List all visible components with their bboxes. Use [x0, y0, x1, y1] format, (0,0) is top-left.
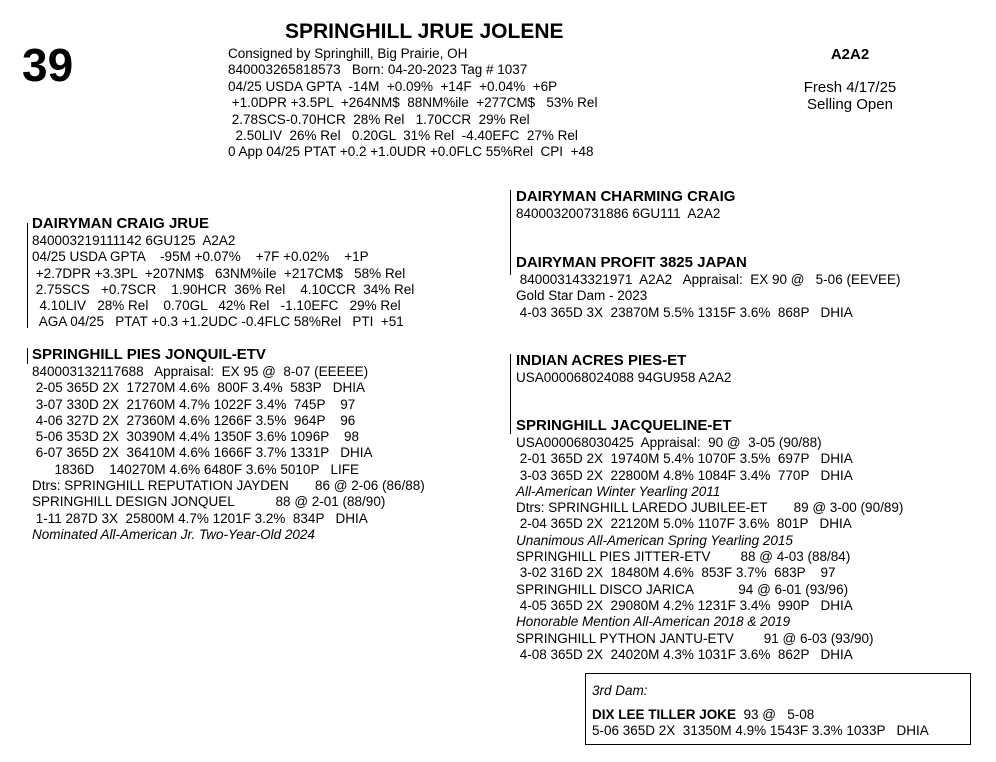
status-line: Fresh 4/17/25	[803, 79, 897, 96]
dam-bracket-line	[27, 348, 28, 364]
dam-dam-detail-line: SPRINGHILL PIES JITTER-ETV 88 @ 4-03 (88/84)	[516, 549, 851, 565]
dam-detail-line: 2-05 365D 2X 17270M 4.6% 800F 3.4% 583P DHIA	[32, 380, 365, 396]
dam-dam-detail-line: 2-01 365D 2X 19740M 5.4% 1070F 3.5% 697P DHIA	[516, 451, 853, 467]
dam-dam-detail-line: 4-05 365D 2X 29080M 4.2% 1231F 3.4% 990P DHIA	[516, 597, 853, 613]
sire-dam-details	[516, 272, 900, 321]
sire-detail-line: +2.7DPR +3.3PL +207NM$ 63NM%ile +217CM$ 58% Rel	[32, 265, 406, 281]
lot-number: 39	[22, 39, 74, 91]
dam-detail-line: 4-06 327D 2X 27360M 4.6% 1266F 3.5% 964P 96	[32, 412, 356, 428]
dam-dam-detail-line: SPRINGHILL DISCO JARICA 94 @ 6-01 (93/96)	[516, 581, 849, 597]
sale-status	[790, 79, 910, 113]
sire-sire-name: DAIRYMAN CHARMING CRAIG	[516, 188, 736, 205]
sire-dam-detail-line: Gold Star Dam - 2023	[516, 288, 648, 304]
dam-dam-name: SPRINGHILL JACQUELINE-ET	[516, 417, 732, 434]
header-info-line: +1.0DPR +3.5PL +264NM$ 88NM%ile +277CM$ 53% Rel	[228, 95, 598, 111]
dam-detail-line: Dtrs: SPRINGHILL REPUTATION JAYDEN 86 @ 2-06 (86/88)	[32, 478, 425, 494]
sire-sire-details	[516, 206, 735, 222]
dam-dam-details	[516, 435, 903, 663]
dam-sire-bracket-line	[510, 354, 511, 434]
dam-detail-line: SPRINGHILL DESIGN JONQUEL 88 @ 2-01 (88/90)	[32, 494, 386, 510]
dam-dam-detail-line: Honorable Mention All-American 2018 & 2019	[516, 614, 791, 630]
sire-detail-line: 2.75SCS +0.7SCR 1.90HCR 36% Rel 4.10CCR 34% Rel	[32, 281, 415, 297]
dam-detail-line: 1836D 140270M 4.6% 6480F 3.6% 5010P LIFE	[32, 461, 359, 477]
dam-dam-detail-line: 4-08 365D 2X 24020M 4.3% 1031F 3.6% 862P DHIA	[516, 646, 853, 662]
dam-dam-detail-line: USA000068030425 Appraisal: 90 @ 3-05 (90/88)	[516, 435, 822, 450]
sire-dam-detail-line: 840003143321971 A2A2 Appraisal: EX 90 @ 5-06 (EEVEE)	[516, 272, 901, 287]
sire-block	[32, 215, 414, 331]
header-info-line: Consigned by Springhill, Big Prairie, OH	[228, 46, 468, 61]
sire-detail-line: 04/25 USDA GPTA -95M +0.07% +7F +0.02% +1P	[32, 249, 369, 265]
animal-name: SPRINGHILL JRUE JOLENE	[285, 20, 564, 43]
dam-block	[32, 346, 425, 543]
sire-dam-block	[516, 254, 900, 321]
animal-header-info	[228, 46, 597, 161]
dam-name: SPRINGHILL PIES JONQUIL-ETV	[32, 346, 266, 363]
sire-sire-block	[516, 188, 735, 222]
dam-detail-line: 1-11 287D 3X 25800M 4.7% 1201F 3.2% 834P DHIA	[32, 510, 368, 526]
sire-dam-name: DAIRYMAN PROFIT 3825 JAPAN	[516, 254, 747, 271]
header-info-line: 840003265818573 Born: 04-20-2023 Tag # 1037	[228, 62, 528, 78]
sire-details	[32, 233, 414, 331]
dam-dam-detail-line: All-American Winter Yearling 2011	[516, 483, 721, 499]
dam-dam-block	[516, 417, 903, 663]
dam-sire-name: INDIAN ACRES PIES-ET	[516, 352, 687, 369]
dam-dam-detail-line: 2-04 365D 2X 22120M 5.0% 1107F 3.6% 801P DHIA	[516, 516, 852, 532]
sire-dam-detail-line: 4-03 365D 3X 23870M 5.5% 1315F 3.6% 868P DHIA	[516, 304, 853, 320]
dam-detail-line: Nominated All-American Jr. Two-Year-Old 2024	[32, 526, 315, 542]
third-dam-label: 3rd Dam:	[592, 683, 648, 698]
dam-dam-detail-line: Dtrs: SPRINGHILL LAREDO JUBILEE-ET 89 @ 3-00 (90/89)	[516, 500, 904, 516]
header-info-line: 2.50LIV 26% Rel 0.20GL 31% Rel -4.40EFC 27% Rel	[228, 128, 578, 144]
dam-detail-line: 840003132117688 Appraisal: EX 95 @ 8-07 (EEEEE)	[32, 364, 369, 379]
status-line: Selling Open	[807, 96, 893, 113]
sire-sire-bracket-line	[510, 190, 511, 275]
dam-dam-detail-line: Unanimous All-American Spring Yearling 2015	[516, 532, 793, 548]
header-info-line: 0 App 04/25 PTAT +0.2 +1.0UDR +0.0FLC 55%Rel CPI +48	[228, 144, 594, 160]
sire-bracket-line	[27, 223, 28, 328]
sire-detail-line: AGA 04/25 PTAT +0.3 +1.2UDC -0.4FLC 58%Rel PTI +51	[32, 314, 404, 330]
third-dam-heading	[592, 707, 970, 724]
sire-detail-line: 4.10LIV 28% Rel 0.70GL 42% Rel -1.10EFC 29% Rel	[32, 298, 401, 314]
dam-sire-block	[516, 352, 731, 386]
dam-details	[32, 364, 425, 543]
third-dam-appraisal: 93 @ 5-08	[736, 706, 815, 722]
third-dam-box	[585, 673, 971, 745]
dam-detail-line: 3-07 330D 2X 21760M 4.7% 1022F 3.4% 745P 97	[32, 396, 356, 412]
sire-sire-detail-line: 840003200731886 6GU111 A2A2	[516, 206, 721, 221]
dam-sire-detail-line: USA000068024088 94GU958 A2A2	[516, 370, 732, 385]
genotype-badge: A2A2	[830, 46, 870, 63]
dam-sire-details	[516, 370, 731, 386]
dam-detail-line: 5-06 353D 2X 30390M 4.4% 1350F 3.6% 1096P 98	[32, 429, 359, 445]
dam-dam-detail-line: 3-02 316D 2X 18480M 4.6% 853F 3.7% 683P 97	[516, 565, 836, 581]
header-info-line: 2.78SCS-0.70HCR 28% Rel 1.70CCR 29% Rel	[228, 111, 530, 127]
sire-detail-line: 840003219111142 6GU125 A2A2	[32, 233, 236, 248]
third-dam-name: DIX LEE TILLER JOKE	[592, 706, 737, 722]
sire-name: DAIRYMAN CRAIG JRUE	[32, 215, 209, 232]
header-info-line: 04/25 USDA GPTA -14M +0.09% +14F +0.04% +6P	[228, 78, 558, 94]
dam-dam-detail-line: SPRINGHILL PYTHON JANTU-ETV 91 @ 6-03 (93/90)	[516, 630, 874, 646]
dam-dam-detail-line: 3-03 365D 2X 22800M 4.8% 1084F 3.4% 770P DHIA	[516, 467, 853, 483]
dam-detail-line: 6-07 365D 2X 36410M 4.6% 1666F 3.7% 1331P DHIA	[32, 445, 373, 461]
third-dam-record: 5-06 365D 2X 31350M 4.9% 1543F 3.3% 1033P DHIA	[592, 723, 929, 738]
